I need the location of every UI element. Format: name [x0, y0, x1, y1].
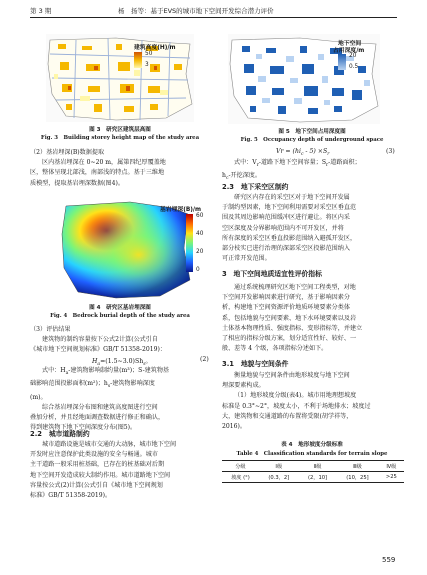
header-rule	[30, 17, 397, 18]
eq3-lhs: Vr = (hi	[276, 148, 301, 155]
text-span: -建筑物影响深度	[110, 380, 155, 388]
right-para-line: 土体基本物理性质、强度指标、变形指标等，并建立	[222, 324, 363, 332]
table-header-cell: 分级	[235, 463, 246, 470]
fig5-legend-title-2: 占用深度/m	[333, 48, 365, 54]
eq3-sub: c	[300, 152, 304, 158]
right-text-block-4	[222, 371, 371, 432]
left-text-block-4	[30, 440, 176, 501]
eq2-sub: a	[97, 362, 101, 368]
right-para-line: 了相应的指标分级方案，划分适宜性好、较好、一	[222, 335, 357, 343]
right-para-line: （1）地形坡度分级(表4)。城市用地理想坡度	[234, 392, 357, 400]
section-3-1-heading: 3.1 地貌与空间条件	[222, 360, 289, 368]
right-text-block-2	[222, 193, 356, 264]
table-header-row	[222, 461, 404, 472]
text-span: -建筑物影响制约量(m³)；S-建筑物基	[68, 367, 170, 374]
text-span: -道路面积；	[328, 159, 361, 166]
text-span: -开挖深度。	[228, 172, 261, 180]
fig3-caption-en: Fig. 3 Building storey height map of the study area	[40, 135, 200, 141]
fig5-caption-zh: 图 5 地下空间占用深度图	[278, 129, 346, 135]
fig3-legend-ramp	[134, 52, 142, 68]
table-cell: >25	[385, 474, 397, 480]
table4-caption-en: Table 4 Classification standards for terrain slope	[236, 451, 388, 457]
left-para-line: 区内基岩埋深在 0~20 m，属第四纪厚覆盖地	[42, 159, 166, 167]
equation-3	[276, 148, 329, 157]
fig3-legend-min: 3	[145, 62, 149, 68]
right-para-line: 可正常开发范围。	[222, 255, 271, 263]
right-text-block-3	[222, 283, 362, 354]
table-cell: (0.3，2]	[268, 474, 290, 481]
issue-number: 第 3 期	[30, 7, 52, 15]
fig5-legend-ramp	[338, 54, 346, 70]
fig5-legend-title-1: 地下空间	[338, 41, 362, 47]
left-para-line: 开发时应注意保护此类设施的安全与畅通。城市	[30, 451, 158, 459]
right-para-line: 所有深度的采空区垂直投影范围纳入避孤开发区，	[222, 234, 357, 242]
fig4-legend-ramp	[186, 214, 193, 272]
right-para-line: 2016)。	[222, 423, 246, 431]
text-span: 式中：H	[42, 367, 66, 374]
left-para-line: 综合基岩埋深分布图和建筑高度图进行空间	[42, 404, 158, 412]
fig3-legend-max: 50	[145, 51, 153, 57]
eq3-rest: - 5) ×S	[303, 148, 328, 155]
left-para-line: 质模型，提取基岩埋深数据(图4)。	[30, 179, 124, 187]
fig5-legend-max: 20	[349, 53, 357, 59]
fig4-caption-en: Fig. 4 Bedrock burial depth of the study area	[50, 313, 190, 319]
eq2-rhs: =(1.5~3.0)Sh	[100, 358, 144, 365]
text-sub: s	[107, 384, 111, 390]
right-para-line: 系，包括地貌与空间要素、地下水环境要素以及岩	[222, 314, 357, 322]
right-para-line: 通过系统梳理研究区地下空间工程类型，对地	[234, 284, 356, 291]
left-text-block-1	[30, 148, 166, 189]
table4	[222, 460, 404, 483]
left-para-line: 城市道路设施是城市交通的大动脉，城市地下空间	[42, 441, 177, 448]
left-para-line: 建筑物的制约容量按下公式2计算(公式引自	[42, 336, 158, 344]
bedrock-extraction-heading: （2）基岩埋深(B)数据提取	[30, 149, 105, 156]
left-para-line: 地下空间开发造成较大制约作用。城市道路地下空间	[30, 471, 171, 479]
table-header-cell: Ⅰ级	[275, 463, 283, 470]
table-cell: (2，10]	[307, 474, 328, 481]
text-sub: r	[256, 163, 259, 169]
left-para-line: 标准》GB/T 51358-2019)。	[30, 492, 112, 500]
text-span: 式中：V	[234, 159, 257, 166]
text-span: -道路下地下空间容量；S	[258, 159, 327, 166]
eq2-symbol: H	[92, 358, 98, 365]
left-para-line: 区，整体呈现北部浅，南部浅的特点。基于三维地	[30, 169, 165, 177]
left-para-line: 叠加分析，并且经地面调查数据进行修正和确认，	[30, 414, 165, 422]
table-header-cell: Ⅱ级	[313, 463, 322, 470]
left-para-line: 《城市地下空间规划标准》GB/T 51358-2019)：	[30, 346, 166, 354]
right-para-line	[222, 158, 361, 171]
fig4-legend-tick: 60	[196, 213, 204, 219]
eq2-sub2: s	[143, 362, 146, 368]
right-para-line: 于制约型因素，地下空间利用需要对采空区垂直范	[222, 204, 357, 212]
right-para-line: 部分枝实已进行治理的深部采空区投影范围纳入	[222, 245, 350, 253]
text-sub: a	[65, 371, 69, 377]
right-para-line: 大，建筑物和交通道路的布置将受限(胡学祥等，	[222, 412, 353, 420]
left-para-line: 得到建筑物下地下空间深度分布(图5)。	[30, 424, 137, 432]
text-span: h	[222, 172, 226, 180]
fig4-legend-title: 基岩埋深(B)/m	[160, 207, 202, 213]
eq3-sub2: r	[327, 152, 330, 158]
section-2-2-heading: 2.2 城市道路制约	[30, 430, 90, 438]
running-title: 杨 扬等：基于EVS的城市地下空间开发综合潜力评价	[118, 7, 274, 15]
fig3-caption-zh: 图 3 研究区建筑层高图	[89, 127, 151, 133]
left-text-block-3	[30, 366, 169, 434]
table-header-cell: Ⅲ级	[353, 463, 362, 470]
right-para-line: 下空间开发影响因素进行研究，基于影响因素分	[222, 294, 350, 302]
right-para-line: 标准是 0.3°~2°，坡度太小，不利于场地排水；坡度过	[222, 402, 371, 410]
right-para-line: 析，构建地下空间资源评价地质环境要素分类体	[222, 304, 350, 312]
equation-2-number: (2)	[200, 356, 209, 363]
left-para-line	[30, 366, 169, 379]
fig4-legend-tick: 40	[196, 231, 204, 237]
fig4-legend-tick: 20	[196, 249, 204, 255]
equation-3-number: (3)	[386, 148, 395, 155]
right-para-line: 空区深度及分界影响范围内不可开发区，并将	[222, 224, 344, 232]
eq2-dot: 。	[145, 358, 152, 365]
section-3-heading: 3 地下空间地质适宜性评价指标	[222, 270, 322, 278]
right-para-line: 埋深要素构成。	[222, 382, 265, 390]
table-cell: (10，25]	[346, 474, 369, 481]
fig4-caption-zh: 图 4 研究区基岩埋深图	[89, 305, 151, 311]
left-para-line: 容量按公式(2)计算(公式引自《城市地下空间规划	[30, 481, 163, 489]
fig5-caption-en: Fig. 5 Occupancy depth of underground space	[240, 137, 384, 143]
left-para-line: (m)。	[30, 393, 47, 401]
fig4-legend-tick: 0	[196, 267, 200, 273]
table4-caption-zh: 表 4 地形坡度分级标准	[281, 442, 343, 448]
right-para-line: 衡量地貌与空间条件由地形坡度与地下空间	[234, 372, 350, 379]
text-sub: c	[225, 176, 229, 182]
table-row	[222, 472, 404, 483]
left-text-block-2	[30, 325, 166, 356]
fig5-legend-min: 0.5	[349, 64, 359, 70]
right-para-line: 般、差等 4 个级，各项指标分述如下。	[222, 345, 328, 353]
fig3-legend-title: 建筑高度(H)/m	[134, 45, 176, 51]
page-number: 559	[382, 556, 396, 564]
right-para-line: 围及其周边影响范围缓冲区进行避让。将区内采	[222, 214, 350, 222]
results-heading: （3）评估结果	[30, 326, 71, 333]
table4-grid	[222, 460, 404, 483]
section-2-3-heading: 2.3 地下采空区制约	[222, 183, 289, 191]
left-para-line: 主干道路一般采用桩基础，已存在的桩基础对后期	[30, 461, 165, 469]
left-para-line	[30, 379, 169, 392]
text-span: 础影响范围投影面积(m²)；h	[30, 380, 108, 388]
text-sub: r	[326, 163, 329, 169]
table-header-cell: Ⅳ级	[386, 463, 397, 470]
right-para-line: 研究区内存在的采空区对于地下空间开发属	[234, 194, 350, 201]
table-cell: 坡度 (°)	[231, 474, 250, 481]
